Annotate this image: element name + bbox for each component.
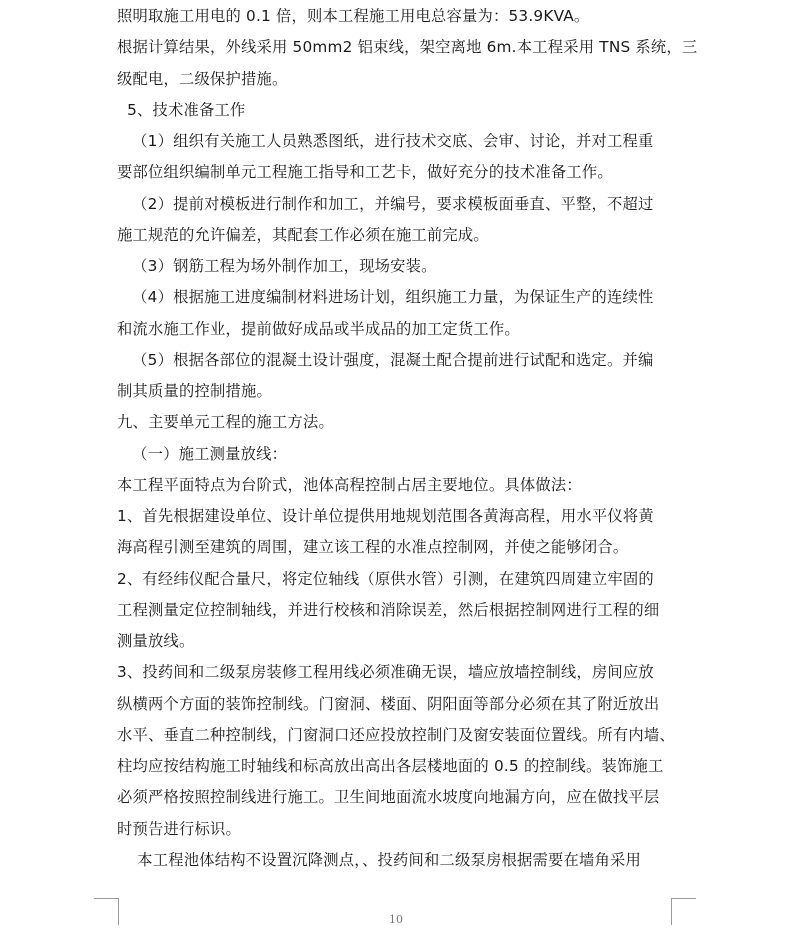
text-line: 纵横两个方面的装饰控制线。门窗洞、楼面、阴阳面等部分必须在其了附近放出 — [117, 694, 660, 713]
text-line: 根据计算结果，外线采用 50mm2 铝束线，架空离地 6m.本工程采用 TNS 系统，三 — [117, 38, 698, 57]
text-line: 测量放线。 — [117, 632, 195, 650]
page-number: 10 — [389, 913, 403, 926]
text-line: 和流水施工作业，提前做好成品或半成品的加工定货工作。 — [117, 319, 520, 338]
text-line: 级配电，二级保护措施。 — [117, 69, 288, 88]
text-line: （1）组织有关施工人员熟悉图纸，进行技术交底、会审、讨论，并对工程重 — [117, 132, 654, 150]
text-line: （一）施工测量放线： — [117, 444, 288, 463]
text-line: 必须严格按照控制线进行施工。卫生间地面流水坡度向地漏方向，应在做找平层 — [117, 788, 660, 807]
text-line: （3）钢筋工程为场外制作加工，现场安装。 — [117, 257, 437, 275]
text-line: 本工程平面特点为台阶式，池体高程控制占居主要地位。具体做法： — [117, 475, 582, 494]
text-line: 照明取施工用电的 0.1 倍，则本工程施工用电总容量为：53.9KVA。 — [117, 7, 590, 25]
text-line: 海高程引测至建筑的周围，建立该工程的水准点控制网，并使之能够闭合。 — [117, 538, 629, 557]
text-line: 施工规范的允许偏差，其配套工作必须在施工前完成。 — [117, 225, 489, 244]
text-line: 工程测量定位控制轴线，并进行校核和消除误差，然后根据控制网进行工程的细 — [117, 600, 660, 619]
text-line: 柱均应按结构施工时轴线和标高放出高出各层楼地面的 0.5 的控制线。装饰施工 — [117, 757, 664, 775]
text-line: 要部位组织编制单元工程施工指导和工艺卡，做好充分的技术准备工作。 — [117, 163, 613, 182]
text-line: 5、技术准备工作 — [117, 100, 246, 119]
text-line: 2、有经纬仪配合量尺，将定位轴线（原供水管）引测，在建筑四周建立牢固的 — [117, 569, 654, 588]
text-line: （5）根据各部位的混凝土设计强度，混凝土配合提前进行试配和选定。并编 — [117, 350, 654, 369]
text-line: 1、首先根据建设单位、设计单位提供用地规划范围各黄海高程，用水平仪将黄 — [117, 507, 654, 525]
text-line: 水平、垂直二种控制线，门窗洞口还应投放控制门及窗安装面位置线。所有内墙、 — [117, 725, 675, 744]
text-line: 3、投药间和二级泵房装修工程用线必须准确无误，墙应放墙控制线，房间应放 — [117, 663, 654, 682]
text-line: （4）根据施工进度编制材料进场计划，组织施工力量，为保证生产的连续性 — [117, 288, 654, 307]
text-line: （2）提前对模板进行制作和加工，并编号，要求模板面垂直、平整，不超过 — [117, 194, 654, 213]
text-line: 时预告进行标识。 — [117, 819, 241, 838]
text-line: 本工程池体结构不设置沉降测点，、投药间和二级泵房根据需要在墙角采用 — [117, 850, 641, 869]
text-line: 制其质量的控制措施。 — [117, 382, 272, 400]
text-line: 九、主要单元工程的施工方法。 — [117, 413, 334, 432]
